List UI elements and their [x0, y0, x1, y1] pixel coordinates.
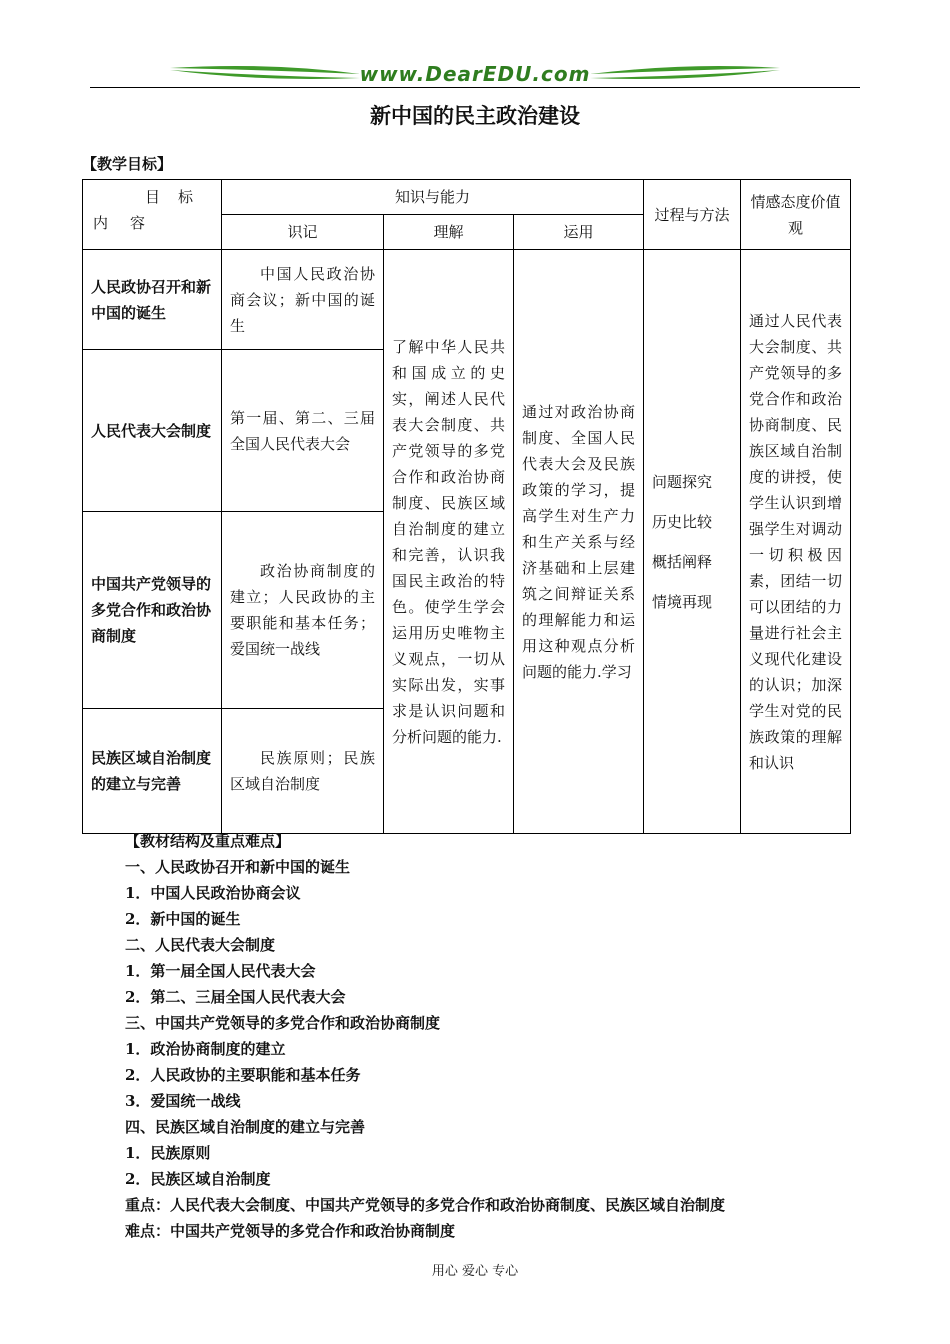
apply-cell: 通过对政治协商制度、全国人民代表大会及民族政策的学习，提高学生对生产力和生产关系与经济基础和上层建筑之间辩证关系的理解能力和运用这种观点分析问题的能力.学习 [514, 250, 644, 834]
outline-item: 1．民族原则 [125, 1144, 211, 1162]
process-item: 情境再现 [652, 592, 713, 611]
row-title: 人民政协召开和新中国的诞生 [83, 250, 222, 350]
header-process: 过程与方法 [644, 180, 741, 250]
outline-item: 2．人民政协的主要职能和基本任务 [125, 1066, 361, 1084]
row-title: 中国共产党领导的多党合作和政治协商制度 [83, 512, 222, 709]
corner-top-label: 目标 [145, 188, 212, 206]
header-emotion: 情感态度价值观 [741, 180, 851, 250]
outline-item: 四、民族区域自治制度的建立与完善 [125, 1118, 366, 1136]
header-understand: 理解 [384, 215, 514, 250]
difficulties: 难点：中国共产党领导的多党合作和政治协商制度 [125, 1222, 456, 1240]
header-apply: 运用 [514, 215, 644, 250]
outline-item: 二、人民代表大会制度 [125, 936, 276, 954]
row-title: 民族区域自治制度的建立与完善 [83, 709, 222, 834]
emotion-cell: 通过人民代表大会制度、共产党领导的多党合作和政治协商制度、民族区域自治制度的讲授，使学生认识到增强学生对调动一切积极因素，团结一切可以团结的力量进行社会主义现代化建设的认识；加深学生对党的民族政策的理解和认识 [741, 250, 851, 834]
key-points: 重点：人民代表大会制度、中国共产党领导的多党合作和政治协商制度、民族区域自治制度 [125, 1196, 726, 1214]
page-footer: 用心 爱心 专心 [431, 1264, 519, 1279]
outline-item: 2．新中国的诞生 [125, 910, 241, 928]
row-remember: 民族原则；民族区域自治制度 [222, 709, 384, 834]
outline-section [125, 828, 865, 1244]
header-corner-cell [83, 180, 222, 250]
row-remember: 第一届、第二、三届全国人民代表大会 [222, 350, 384, 512]
row-remember: 中国人民政治协商会议；新中国的诞生 [222, 250, 384, 350]
process-item: 概括阐释 [652, 552, 713, 571]
header-knowledge: 知识与能力 [222, 180, 644, 215]
outline-item: 一、人民政协召开和新中国的诞生 [125, 858, 351, 876]
outline-item: 2．第二、三届全国人民代表大会 [125, 988, 346, 1006]
teaching-goals-table [82, 179, 851, 834]
row-remember: 政治协商制度的建立；人民政协的主要职能和基本任务；爱国统一战线 [222, 512, 384, 709]
process-cell [644, 250, 741, 834]
process-item: 历史比较 [652, 512, 713, 531]
outline-item: 1．第一届全国人民代表大会 [125, 962, 316, 980]
corner-bottom-label: 内容 [93, 214, 168, 232]
goals-label: 【教学目标】 [82, 155, 173, 173]
header-remember: 识记 [222, 215, 384, 250]
site-name: www.DearEDU.com [359, 62, 591, 86]
outline-item: 1．政治协商制度的建立 [125, 1040, 286, 1058]
outline-item: 2．民族区域自治制度 [125, 1170, 271, 1188]
understand-cell: 了解中华人民共和国成立的史实，阐述人民代表大会制度、共产党领导的多党合作和政治协商制度、民族区域自治制度的建立和完善，认识我国民主政治的特色。使学生学会运用历史唯物主义观点，一切从实际出发，实事求是认识问题和分析问题的能力. [384, 250, 514, 834]
page-title: 新中国的民主政治建设 [370, 103, 580, 128]
outline-item: 1．中国人民政治协商会议 [125, 884, 301, 902]
outline-item: 三、中国共产党领导的多党合作和政治协商制度 [125, 1014, 441, 1032]
banner-divider [90, 87, 860, 88]
row-title: 人民代表大会制度 [83, 350, 222, 512]
process-item: 问题探究 [652, 472, 713, 491]
outline-item: 3．爱国统一战线 [125, 1092, 241, 1110]
site-banner [90, 60, 860, 92]
outline-label: 【教材结构及重点难点】 [125, 832, 291, 850]
